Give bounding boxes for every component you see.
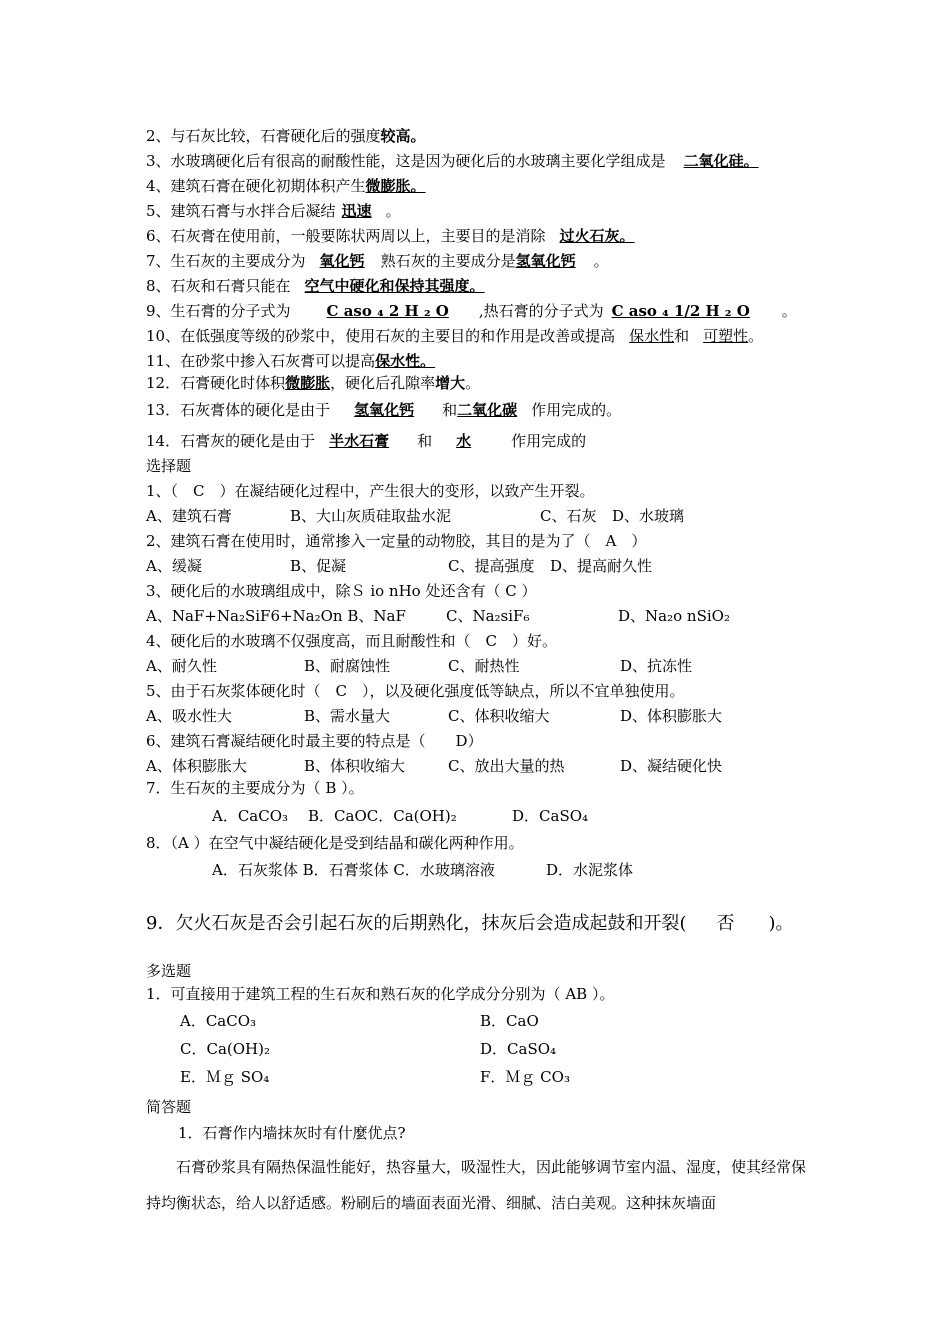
choice-q5-option-d: D、体积膨胀大	[620, 707, 723, 725]
choice-q7-option-bc: B．CaOC．Ca(OH)₂	[308, 807, 457, 825]
fill-q9-mid: ,热石膏的分子式为	[478, 302, 604, 320]
fill-q14-answer2: 水	[456, 432, 472, 450]
fill-q5-end: 。	[385, 202, 401, 220]
choice-q4-stem: 4、硬化后的水玻璃不仅强度高，而且耐酸性和（ C ）好。	[146, 632, 558, 650]
fill-q5-text: 5、建筑石膏与水拌合后凝结	[146, 202, 336, 220]
choice-q2-option-b: B、促凝	[290, 557, 347, 575]
choice-q1-option-a: A、建筑石膏	[146, 507, 232, 525]
fill-q9-answer1: C aso ₄ 2 H ₂ O	[326, 302, 449, 320]
fill-q2-answer: 较高。	[380, 127, 426, 145]
fill-q11-answer: 保水性。	[375, 352, 436, 370]
multi-q1-option-c: C．Ca(OH)₂	[180, 1040, 270, 1058]
multi-q1-stem: 1．可直接用于建筑工程的生石灰和熟石灰的化学成分分别为（ AB ）。	[146, 985, 615, 1003]
choice-q5-option-b: B、需水量大	[304, 707, 391, 725]
fill-q6	[146, 226, 635, 246]
choice-q2-option-d: D、提高耐久性	[550, 557, 653, 575]
multi-heading: 多选题	[146, 962, 192, 980]
fill-q7-mid: 熟石灰的主要成分是	[380, 252, 516, 270]
choice-heading: 选择题	[146, 457, 192, 475]
choice-q2-option-a: A、缓凝	[146, 557, 202, 575]
choice-q5-option-a: A、吸水性大	[146, 707, 232, 725]
choice-q6-option-b: B、体积收缩大	[304, 757, 406, 775]
fill-q5-answer: 迅速	[341, 202, 372, 220]
short-q1-answer: 石膏砂浆具有隔热保温性能好，热容量大，吸湿性大，因此能够调节室内温、湿度，使其经常保持均衡状态，给人以舒适感。粉刷后的墙面表面光滑、细腻、洁白美观。这种抹灰墙面	[146, 1158, 807, 1212]
choice-q7-stem: 7．生石灰的主要成分为（ B ）。	[146, 779, 364, 797]
choice-q2-stem: 2、建筑石膏在使用时，通常掺入一定量的动物胶，其目的是为了（ A ）	[146, 532, 647, 550]
fill-q8	[146, 276, 485, 296]
fill-q9-text: 9、生石膏的分子式为	[146, 302, 291, 320]
fill-q12	[146, 373, 480, 393]
fill-q12-answer2: 增大	[435, 374, 466, 392]
fill-q5	[146, 201, 401, 221]
short-heading: 简答题	[146, 1098, 192, 1116]
fill-q9-end: 。	[781, 302, 797, 320]
fill-q7-end: 。	[593, 252, 609, 270]
fill-q7	[146, 251, 609, 271]
multi-q1-option-e: E．Ｍｇ SO₄	[180, 1068, 270, 1086]
multi-q1-option-a: A．CaCO₃	[180, 1012, 257, 1030]
fill-q4	[146, 176, 426, 196]
fill-q8-answer: 空气中硬化和保持其强度。	[304, 277, 485, 295]
choice-q5-option-c: C、体积收缩大	[448, 707, 550, 725]
choice-q9-answer: 否	[716, 913, 735, 934]
fill-q9	[146, 301, 797, 321]
fill-q10	[146, 326, 763, 346]
fill-q3-text: 3、水玻璃硬化后有很高的耐酸性能，这是因为硬化后的水玻璃主要化学组成是	[146, 152, 666, 170]
choice-q2-option-c: C、提高强度	[448, 557, 535, 575]
fill-q10-end: 。	[748, 327, 764, 345]
fill-q3-answer: 二氧化硅。	[683, 152, 759, 170]
fill-q12-answer1: 微膨胀	[285, 374, 331, 392]
fill-q13-answer2: 二氧化碳	[457, 401, 518, 419]
short-q1: 1．石膏作内墙抹灰时有什麼优点?	[178, 1124, 406, 1142]
choice-q4-option-d: D、抗冻性	[620, 657, 693, 675]
choice-q4-option-c: C、耐热性	[448, 657, 520, 675]
fill-q10-text: 10、在低强度等级的砂浆中，使用石灰的主要目的和作用是改善或提高	[146, 327, 616, 345]
choice-q1-option-b: B、大山灰质硅取盐水泥	[290, 507, 452, 525]
multi-q1-option-b: B．CaO	[480, 1012, 539, 1030]
choice-q9-text: 9．欠火石灰是否会引起石灰的后期熟化，抹灰后会造成起鼓和开裂(	[146, 913, 687, 934]
fill-q3	[146, 151, 759, 171]
fill-q10-answer2: 可塑性	[703, 327, 749, 345]
fill-q14-mid: 和	[417, 432, 433, 450]
choice-q3-option-d: D、Na₂o nSiO₂	[618, 607, 730, 625]
fill-q2-text: 2、与石灰比较，石膏硬化后的强度	[146, 127, 381, 145]
fill-q13	[146, 400, 621, 420]
fill-q2	[146, 126, 426, 146]
choice-q8-option-d: D．水泥浆体	[546, 861, 634, 879]
choice-q1-stem: 1、（ C ）在凝结硬化过程中，产生很大的变形，以致产生开裂。	[146, 482, 595, 500]
fill-q7-answer2: 氢氧化钙	[515, 252, 576, 270]
fill-q14-text: 14．石膏灰的硬化是由于	[146, 432, 316, 450]
fill-q12-text: 12．石膏硬化时体积	[146, 374, 286, 392]
fill-q9-answer2: C aso ₄ 1/2 H ₂ O	[611, 302, 750, 320]
fill-q13-text: 13．石灰膏体的硬化是由于	[146, 401, 331, 419]
choice-q3-stem: 3、硬化后的水玻璃组成中，除Ｓ io nHo 处还含有（ C ）	[146, 582, 537, 600]
multi-q1-option-f: F．Ｍｇ CO₃	[480, 1068, 570, 1086]
multi-q1-option-d: D．CaSO₄	[480, 1040, 557, 1058]
fill-q12-end: 。	[465, 374, 481, 392]
choice-q6-option-a: A、体积膨胀大	[146, 757, 247, 775]
fill-q7-text: 7、生石灰的主要成分为	[146, 252, 306, 270]
choice-q1-option-c: C、石灰	[540, 507, 597, 525]
choice-q4-option-a: A、耐久性	[146, 657, 217, 675]
fill-q14-answer1: 半水石膏	[329, 432, 390, 450]
choice-q1-option-d: D、水玻璃	[612, 507, 685, 525]
choice-q8-stem: 8．（A ）在空气中凝结硬化是受到结晶和碳化两种作用。	[146, 834, 524, 852]
choice-q7-option-d: D．CaSO₄	[512, 807, 589, 825]
fill-q8-text: 8、石灰和石膏只能在	[146, 277, 291, 295]
choice-q3-option-c: C、Na₂siF₆	[446, 607, 530, 625]
fill-q13-end: 作用完成的。	[531, 401, 622, 419]
choice-q6-option-d: D、凝结硬化快	[620, 757, 723, 775]
fill-q14-end: 作用完成的	[511, 432, 587, 450]
fill-q10-mid: 和	[674, 327, 690, 345]
choice-q6-option-c: C、放出大量的热	[448, 757, 565, 775]
fill-q13-mid: 和	[442, 401, 458, 419]
choice-q3-option-ab: A、NaF+Na₂SiF6+Na₂On B、NaF	[146, 607, 406, 625]
fill-q6-text: 6、石灰膏在使用前，一般要陈状两周以上，主要目的是消除	[146, 227, 546, 245]
fill-q12-mid: ，硬化后孔隙率	[330, 374, 436, 392]
choice-q5-stem: 5、由于石灰浆体硬化时（ C ），以及硬化强度低等缺点，所以不宜单独使用。	[146, 682, 685, 700]
fill-q6-answer: 过火石灰。	[559, 227, 635, 245]
fill-q4-answer: 微膨胀。	[365, 177, 426, 195]
fill-q11-text: 11、在砂浆中掺入石灰膏可以提高	[146, 352, 376, 370]
choice-q7-option-a: A．CaCO₃	[212, 807, 289, 825]
fill-q10-answer1: 保水性	[629, 327, 675, 345]
fill-q7-answer1: 氧化钙	[319, 252, 365, 270]
fill-q14	[146, 431, 586, 451]
choice-q8-options-abc: A．石灰浆体 B．石膏浆体 C．水玻璃溶液	[212, 861, 495, 879]
choice-q6-stem: 6、建筑石膏凝结硬化时最主要的特点是（ D）	[146, 732, 483, 750]
fill-q4-text: 4、建筑石膏在硬化初期体积产生	[146, 177, 366, 195]
choice-q4-option-b: B、耐腐蚀性	[304, 657, 391, 675]
fill-q13-answer1: 氢氧化钙	[354, 401, 415, 419]
choice-q9	[146, 912, 794, 936]
fill-q11	[146, 351, 435, 371]
choice-q9-end: )。	[768, 913, 794, 934]
